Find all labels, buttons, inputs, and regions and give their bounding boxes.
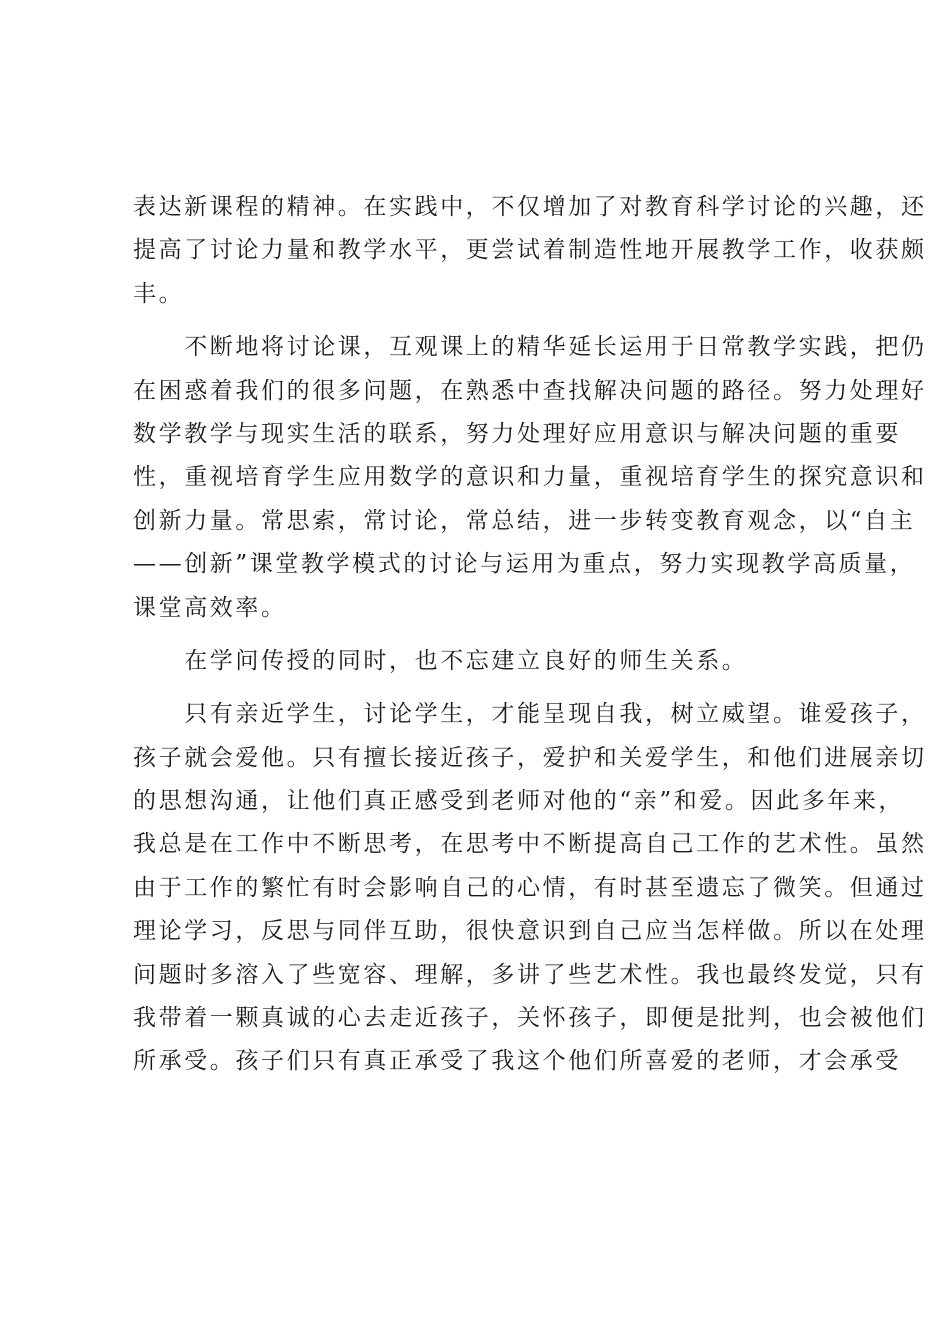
- text-line: 在困惑着我们的很多问题，在熟悉中查找解决问题的路径。努力处理好: [133, 377, 927, 404]
- text-line: 创新力量。常思索，常讨论，常总结，进一步转变教育观念，以“自主: [133, 507, 916, 534]
- text-line: 不断地将讨论课，互观课上的精华延长运用于日常教学实践，把仍: [133, 334, 927, 361]
- text-line: 提高了讨论力量和教学水平，更尝试着制造性地开展教学工作，收获颇: [133, 237, 927, 264]
- text-line: 在学问传授的同时，也不忘建立良好的师生关系。: [133, 647, 748, 674]
- text-line: ——创新”课堂教学模式的讨论与运用为重点，努力实现教学高质量，: [133, 551, 916, 578]
- text-line: 由于工作的繁忙有时会影响自己的心情，有时甚至遗忘了微笑。但通过: [133, 874, 927, 901]
- text-line: 孩子就会爱他。只有擅长接近孩子，爱护和关爱学生，和他们进展亲切: [133, 744, 927, 771]
- text-line: 理论学习，反思与同伴互助，很快意识到自己应当怎样做。所以在处理: [133, 918, 927, 945]
- paragraph-spacer: [133, 630, 833, 640]
- text-line: 问题时多溶入了些宽容、理解，多讲了些艺术性。我也最终发觉，只有: [133, 961, 927, 988]
- text-line: 数学教学与现实生活的联系，努力处理好应用意识与解决问题的重要: [133, 420, 901, 447]
- paragraph: [133, 326, 927, 630]
- text-line: 只有亲近学生，讨论学生，才能呈现自我，树立威望。谁爱孩子，: [133, 701, 927, 728]
- text-line: 所承受。孩子们只有真正承受了我这个他们所喜爱的老师，才会承受: [133, 1048, 901, 1075]
- document-body: [133, 186, 927, 1084]
- text-line: 我带着一颗真诚的心去走近孩子，关怀孩子，即便是批判，也会被他们: [133, 1005, 927, 1032]
- paragraph: [133, 640, 833, 683]
- text-line: 表达新课程的精神。在实践中，不仅增加了对教育科学讨论的兴趣，还: [133, 194, 927, 220]
- text-line: 的思想沟通，让他们真正感受到老师对他的“亲”和爱。因此多年来，: [133, 788, 905, 815]
- paragraph: [133, 186, 927, 316]
- text-line: 课堂高效率。: [133, 594, 287, 621]
- paragraph-spacer: [133, 683, 833, 693]
- paragraph-spacer: [133, 316, 833, 326]
- text-line: 性，重视培育学生应用数学的意识和力量，重视培育学生的探究意识和: [133, 464, 927, 491]
- text-line: 我总是在工作中不断思考，在思考中不断提高自己工作的艺术性。虽然: [133, 831, 927, 858]
- paragraph: [133, 693, 927, 1084]
- text-line: 丰。: [133, 280, 185, 307]
